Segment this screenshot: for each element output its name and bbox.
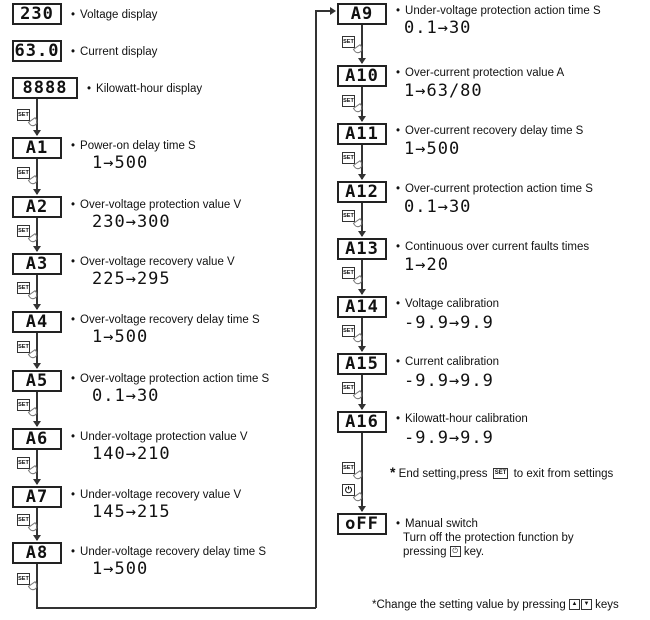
arrow-down-icon xyxy=(358,289,366,295)
lcd-kwh: 8888 xyxy=(12,77,78,99)
arrow-down-icon xyxy=(358,58,366,64)
range-a7: 145→215 xyxy=(92,502,171,522)
label-voltage-display: • Voltage display xyxy=(71,8,157,22)
range-a5: 0.1→30 xyxy=(92,386,160,406)
lcd-a2: A2 xyxy=(12,196,62,218)
label-current-display: • Current display xyxy=(71,45,157,59)
range-a4: 1→500 xyxy=(92,327,149,347)
arrow-down-icon xyxy=(33,189,41,195)
power-key-icon: ⏻ xyxy=(342,484,355,496)
arrow-right-icon xyxy=(330,7,336,15)
set-key-icon: SET xyxy=(17,109,30,121)
flow-line xyxy=(315,10,317,608)
arrow-down-icon xyxy=(33,421,41,427)
note-star: * xyxy=(390,464,396,480)
label-a3: • Over-voltage recovery value V xyxy=(71,255,235,269)
inline-set-key-icon: SET xyxy=(493,468,509,479)
set-key-icon: SET xyxy=(17,341,30,353)
lcd-off: oFF xyxy=(337,513,387,535)
arrow-down-icon xyxy=(33,246,41,252)
label-kwh-display: • Kilowatt-hour display xyxy=(87,82,202,96)
lcd-a11: A11 xyxy=(337,123,387,145)
lcd-a10: A10 xyxy=(337,65,387,87)
lcd-a13: A13 xyxy=(337,238,387,260)
label-a7: • Under-voltage recovery value V xyxy=(71,488,241,502)
range-a14: -9.9→9.9 xyxy=(404,313,494,333)
set-key-icon: SET xyxy=(342,267,355,279)
off-description-line2: Turn off the protection function by xyxy=(403,532,574,544)
label-a8: • Under-voltage recovery delay time S xyxy=(71,545,266,559)
arrow-down-icon xyxy=(358,174,366,180)
lcd-a15: A15 xyxy=(337,353,387,375)
label-a14: • Voltage calibration xyxy=(396,297,499,311)
arrow-down-icon xyxy=(33,363,41,369)
footer-note xyxy=(372,598,619,612)
set-key-icon: SET xyxy=(342,462,355,474)
off-description-line3 xyxy=(403,545,484,559)
lcd-a3: A3 xyxy=(12,253,62,275)
label-a1: • Power-on delay time S xyxy=(71,139,196,153)
arrow-down-icon xyxy=(33,304,41,310)
up-key-icon: ▲ xyxy=(569,599,580,610)
inline-power-key-icon: ⏻ xyxy=(450,546,461,557)
note-text-after: to exit from settings xyxy=(513,468,614,480)
label-a9: • Under-voltage protection action time S xyxy=(396,4,601,18)
down-key-icon: ▼ xyxy=(581,599,592,610)
set-key-icon: SET xyxy=(342,152,355,164)
label-a10: • Over-current protection value A xyxy=(396,66,564,80)
arrow-down-icon xyxy=(33,130,41,136)
arrow-down-icon xyxy=(358,506,366,512)
arrow-down-icon xyxy=(358,346,366,352)
range-a9: 0.1→30 xyxy=(404,18,472,38)
label-a4: • Over-voltage recovery delay time S xyxy=(71,313,260,327)
label-manual-switch: • Manual switch xyxy=(396,517,478,531)
footer-text-before: *Change the setting value by pressing xyxy=(372,599,566,611)
set-key-icon: SET xyxy=(342,210,355,222)
lcd-a9: A9 xyxy=(337,3,387,25)
set-key-icon: SET xyxy=(342,95,355,107)
set-key-icon: SET xyxy=(342,36,355,48)
lcd-a7: A7 xyxy=(12,486,62,508)
range-a1: 1→500 xyxy=(92,153,149,173)
set-key-icon: SET xyxy=(17,225,30,237)
off-line3-before: pressing xyxy=(403,546,447,558)
lcd-a6: A6 xyxy=(12,428,62,450)
arrow-down-icon xyxy=(358,404,366,410)
flow-line xyxy=(36,607,316,609)
label-a12: • Over-current protection action time S xyxy=(396,182,593,196)
lcd-a16: A16 xyxy=(337,411,387,433)
arrow-down-icon xyxy=(358,116,366,122)
set-key-icon: SET xyxy=(342,382,355,394)
lcd-a8: A8 xyxy=(12,542,62,564)
range-a2: 230→300 xyxy=(92,212,171,232)
lcd-a14: A14 xyxy=(337,296,387,318)
range-a13: 1→20 xyxy=(404,255,449,275)
flow-line xyxy=(315,10,331,12)
label-a16: • Kilowatt-hour calibration xyxy=(396,412,528,426)
set-key-icon: SET xyxy=(17,514,30,526)
set-key-icon: SET xyxy=(17,573,30,585)
note-text-before: End setting,press xyxy=(398,468,488,480)
set-key-icon: SET xyxy=(17,399,30,411)
arrow-down-icon xyxy=(358,231,366,237)
range-a8: 1→500 xyxy=(92,559,149,579)
label-a15: • Current calibration xyxy=(396,355,499,369)
label-a13: • Continuous over current faults times xyxy=(396,240,589,254)
lcd-a1: A1 xyxy=(12,137,62,159)
range-a3: 225→295 xyxy=(92,269,171,289)
lcd-voltage: 230 xyxy=(12,3,62,25)
lcd-current: 63.0 xyxy=(12,40,62,62)
label-a11: • Over-current recovery delay time S xyxy=(396,124,583,138)
footer-text-after: keys xyxy=(595,599,619,611)
lcd-a12: A12 xyxy=(337,181,387,203)
range-a6: 140→210 xyxy=(92,444,171,464)
arrow-down-icon xyxy=(33,535,41,541)
label-a6: • Under-voltage protection value V xyxy=(71,430,248,444)
range-a10: 1→63/80 xyxy=(404,81,483,101)
end-setting-note xyxy=(390,465,613,481)
label-a2: • Over-voltage protection value V xyxy=(71,198,241,212)
arrow-down-icon xyxy=(33,479,41,485)
set-key-icon: SET xyxy=(17,457,30,469)
off-line3-after: key. xyxy=(463,546,485,558)
lcd-a5: A5 xyxy=(12,370,62,392)
set-key-icon: SET xyxy=(17,282,30,294)
range-a16: -9.9→9.9 xyxy=(404,428,494,448)
range-a11: 1→500 xyxy=(404,139,461,159)
set-key-icon: SET xyxy=(17,167,30,179)
lcd-a4: A4 xyxy=(12,311,62,333)
range-a12: 0.1→30 xyxy=(404,197,472,217)
set-key-icon: SET xyxy=(342,325,355,337)
label-a5: • Over-voltage protection action time S xyxy=(71,372,269,386)
range-a15: -9.9→9.9 xyxy=(404,371,494,391)
